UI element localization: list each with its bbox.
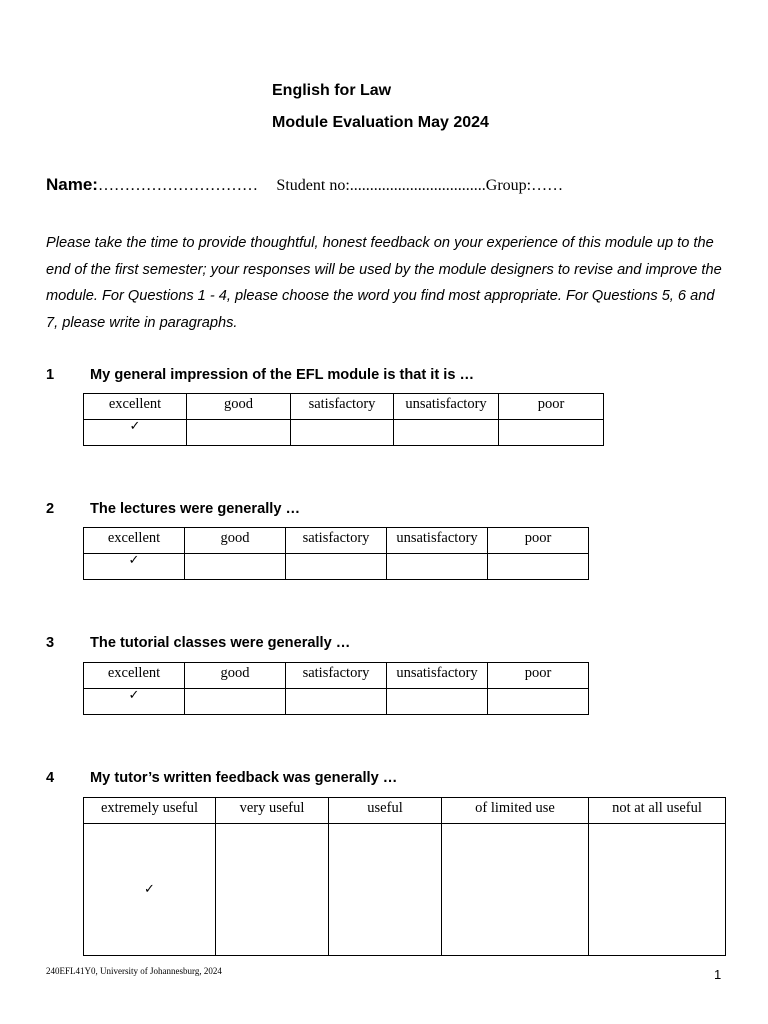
- rating-table-3: [83, 662, 589, 715]
- rating-cell[interactable]: [499, 420, 604, 446]
- option-label: extremely useful: [84, 798, 216, 824]
- document-title: English for Law: [272, 82, 392, 99]
- option-label: satisfactory: [291, 394, 394, 420]
- question-3: [46, 635, 350, 651]
- student-number-field[interactable]: Student no:..................................: [276, 177, 486, 194]
- option-label: good: [185, 528, 286, 554]
- rating-cell[interactable]: [291, 420, 394, 446]
- option-label: useful: [329, 798, 442, 824]
- rating-cell[interactable]: [185, 554, 286, 580]
- rating-table-2: [83, 527, 589, 580]
- rating-table-4: [83, 797, 726, 956]
- rating-cell[interactable]: [387, 689, 488, 715]
- question-text: My tutor’s written feedback was generally …: [90, 770, 398, 786]
- footer-course-line: 240EFL41Y0, University of Johannesburg, 2024: [46, 966, 222, 976]
- rating-cell[interactable]: [394, 420, 499, 446]
- student-details-line: [46, 175, 563, 195]
- option-label: unsatisfactory: [387, 663, 488, 689]
- option-label: excellent: [84, 663, 185, 689]
- question-number: 3: [46, 635, 55, 651]
- option-label: excellent: [84, 394, 187, 420]
- option-label: unsatisfactory: [394, 394, 499, 420]
- rating-cell[interactable]: [329, 824, 442, 956]
- option-label: poor: [499, 394, 604, 420]
- option-label: not at all useful: [589, 798, 726, 824]
- instructions-paragraph: Please take the time to provide thoughtful, honest feedback on your experience of this module up to the end of the first semester; your responses will be used by the module designers to revise and improve the module. For Questions 1 - 4, please choose the word you find most appropriate. For Questions 5, 6 and 7, please write in paragraphs.: [46, 235, 722, 331]
- rating-cell[interactable]: [442, 824, 589, 956]
- rating-cell[interactable]: ✓: [84, 824, 216, 956]
- document-subtitle: Module Evaluation May 2024: [272, 114, 489, 131]
- option-label: of limited use: [442, 798, 589, 824]
- option-label: poor: [488, 528, 589, 554]
- option-label: good: [187, 394, 291, 420]
- question-text: The lectures were generally …: [90, 501, 301, 517]
- option-label: very useful: [216, 798, 329, 824]
- rating-cell[interactable]: [589, 824, 726, 956]
- name-blank[interactable]: …………………………: [97, 177, 258, 194]
- option-label: good: [185, 663, 286, 689]
- option-label: excellent: [84, 528, 185, 554]
- question-number: 4: [46, 770, 55, 786]
- rating-table-1: [83, 393, 604, 446]
- rating-cell[interactable]: ✓: [84, 554, 185, 580]
- rating-cell[interactable]: [286, 689, 387, 715]
- question-number: 2: [46, 501, 55, 517]
- option-label: poor: [488, 663, 589, 689]
- option-label: satisfactory: [286, 528, 387, 554]
- name-label: Name:: [46, 175, 98, 194]
- rating-cell[interactable]: [185, 689, 286, 715]
- rating-cell[interactable]: [488, 689, 589, 715]
- option-label: unsatisfactory: [387, 528, 488, 554]
- rating-cell[interactable]: [286, 554, 387, 580]
- question-4: [46, 770, 397, 786]
- option-label: satisfactory: [286, 663, 387, 689]
- question-text: The tutorial classes were generally …: [90, 635, 351, 651]
- group-field[interactable]: Group:……: [485, 177, 564, 194]
- question-number: 1: [46, 367, 55, 383]
- rating-cell[interactable]: [216, 824, 329, 956]
- rating-cell[interactable]: [187, 420, 291, 446]
- question-text: My general impression of the EFL module is that it is …: [90, 367, 475, 383]
- rating-cell[interactable]: ✓: [84, 420, 187, 446]
- question-1: [46, 367, 474, 383]
- question-2: [46, 501, 300, 517]
- page-number: 1: [714, 967, 722, 982]
- rating-cell[interactable]: [387, 554, 488, 580]
- rating-cell[interactable]: [488, 554, 589, 580]
- rating-cell[interactable]: ✓: [84, 689, 185, 715]
